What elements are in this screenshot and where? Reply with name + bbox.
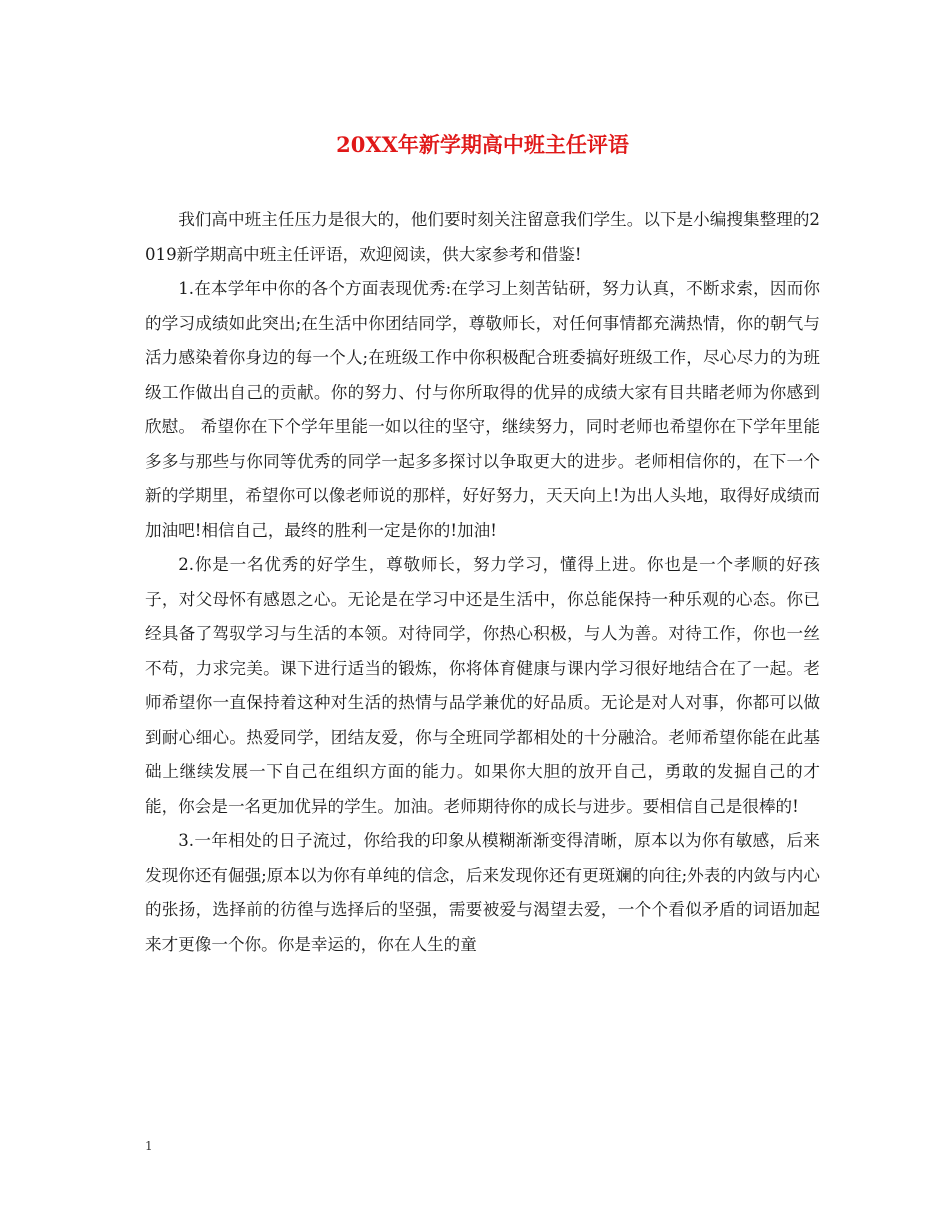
document-title: 20XX年新学期高中班主任评语 [336,132,629,157]
paragraph-intro: 我们高中班主任压力是很大的，他们要时刻关注留意我们学生。以下是小编搜集整理的2019新学期高中班主任评语，欢迎阅读，供大家参考和借鉴! [145,210,820,264]
document-body [145,203,820,962]
page-number: 1 [145,1139,153,1153]
paragraph-comment-2: 2.你是一名优秀的好学生，尊敬师长，努力学习，懂得上进。你也是一个孝顺的好孩子，对父母怀有感恩之心。无论是在学习中还是生活中，你总能保持一种乐观的心态。你已经具备了驾驭学习与生活的本领。对待同学，你热心积极，与人为善。对待工作，你也一丝不苟，力求完美。课下进行适当的锻炼，你将体育健康与课内学习很好地结合在了一起。老师希望你一直保持着这种对生活的热情与品学兼优的好品质。无论是对人对事，你都可以做到耐心细心。热爱同学，团结友爱，你与全班同学都相处的十分融洽。老师希望你能在此基础上继续发展一下自己在组织方面的能力。如果你大胆的放开自己，勇敢的发掘自己的才能，你会是一名更加优异的学生。加油。老师期待你的成长与进步。要相信自己是很棒的! [145,555,820,816]
paragraph-comment-3: 3.一年相处的日子流过，你给我的印象从模糊渐渐变得清晰，原本以为你有敏感，后来发现你还有倔强;原本以为你有单纯的信念，后来发现你还有更斑斓的向往;外表的内敛与内心的张扬，选择前的彷徨与选择后的坚强，需要被爱与渴望去爱，一个个看似矛盾的词语加起来才更像一个你。你是幸运的，你在人生的童 [145,831,820,954]
paragraph-comment-1: 1.在本学年中你的各个方面表现优秀:在学习上刻苦钻研，努力认真，不断求索，因而你的学习成绩如此突出;在生活中你团结同学，尊敬师长，对任何事情都充满热情，你的朝气与活力感染着你身边的每一个人;在班级工作中你积极配合班委搞好班级工作，尽心尽力的为班级工作做出自己的贡献。你的努力、付与你所取得的优异的成绩大家有目共睹老师为你感到欣慰。 希望你在下个学年里能一如以往的坚守，继续努力，同时老师也希望你在下学年里能多多与那些与你同等优秀的同学一起多多探讨以争取更大的进步。老师相信你的，在下一个新的学期里，希望你可以像老师说的那样，好好努力，天天向上!为出人头地，取得好成绩而加油吧!相信自己，最终的胜利一定是你的!加油! [145,279,820,540]
